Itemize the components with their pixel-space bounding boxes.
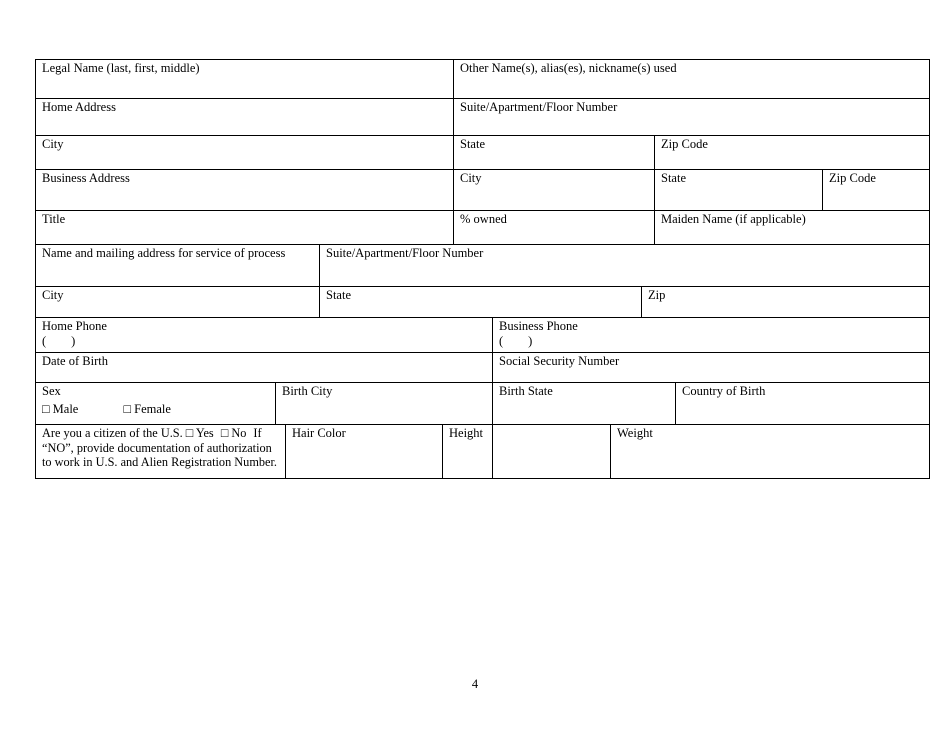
- page-number: 4: [471, 677, 479, 691]
- personal-information-form: [36, 60, 930, 479]
- ssn-label: Social Security Number: [499, 354, 620, 368]
- business-state-label: State: [661, 171, 686, 185]
- hair-color-label: Hair Color: [292, 426, 346, 440]
- service-of-process-label: Name and mailing address for service of process: [42, 246, 286, 260]
- ssn-field[interactable]: [492, 352, 930, 383]
- maiden-name-label: Maiden Name (if applicable): [661, 212, 806, 226]
- home-state-label: State: [460, 137, 485, 151]
- sex-label: Sex: [42, 384, 61, 398]
- date-of-birth-field[interactable]: [35, 352, 493, 383]
- citizen-no-checkbox[interactable]: □ No: [220, 426, 247, 440]
- legal-name-label: Legal Name (last, first, middle): [42, 61, 200, 75]
- home-phone-field[interactable]: [35, 317, 493, 353]
- birth-state-label: Birth State: [499, 384, 553, 398]
- business-phone-field[interactable]: [492, 317, 930, 353]
- service-city-field[interactable]: [35, 286, 320, 318]
- business-phone-area-code: ( ): [499, 334, 533, 348]
- maiden-name-field[interactable]: [654, 210, 930, 245]
- service-state-label: State: [326, 288, 351, 302]
- business-address-label: Business Address: [42, 171, 130, 185]
- business-address-field[interactable]: [35, 169, 454, 211]
- title-label: Title: [42, 212, 66, 226]
- business-city-label: City: [460, 171, 482, 185]
- service-zip-field[interactable]: [641, 286, 930, 318]
- citizen-yes-checkbox[interactable]: □ Yes: [185, 426, 214, 440]
- service-city-label: City: [42, 288, 64, 302]
- country-of-birth-label: Country of Birth: [682, 384, 766, 398]
- percent-owned-field[interactable]: [453, 210, 655, 245]
- business-city-field[interactable]: [453, 169, 655, 211]
- home-suite-field[interactable]: [453, 98, 930, 136]
- service-suite-label: Suite/Apartment/Floor Number: [326, 246, 484, 260]
- home-address-field[interactable]: [35, 98, 454, 136]
- female-checkbox[interactable]: □ Female: [123, 402, 171, 416]
- home-phone-area-code: ( ): [42, 334, 76, 348]
- height-label-cell: [442, 424, 493, 479]
- business-phone-label: Business Phone: [499, 319, 578, 333]
- citizenship-field: [35, 424, 286, 479]
- sex-field: [35, 382, 276, 425]
- title-field[interactable]: [35, 210, 454, 245]
- birth-city-label: Birth City: [282, 384, 333, 398]
- height-label: Height: [449, 426, 484, 440]
- weight-label: Weight: [617, 426, 653, 440]
- home-city-label: City: [42, 137, 64, 151]
- birth-state-field[interactable]: [492, 382, 676, 425]
- home-zip-field[interactable]: [654, 135, 930, 170]
- home-suite-label: Suite/Apartment/Floor Number: [460, 100, 618, 114]
- other-names-field[interactable]: [453, 59, 930, 99]
- business-zip-label: Zip Code: [829, 171, 876, 185]
- home-zip-label: Zip Code: [661, 137, 708, 151]
- legal-name-field[interactable]: [35, 59, 454, 99]
- home-city-field[interactable]: [35, 135, 454, 170]
- male-checkbox[interactable]: □ Male: [42, 402, 79, 416]
- other-names-label: Other Name(s), alias(es), nickname(s) used: [460, 61, 677, 75]
- business-state-field[interactable]: [654, 169, 823, 211]
- home-phone-label: Home Phone: [42, 319, 107, 333]
- service-state-field[interactable]: [319, 286, 642, 318]
- service-of-process-field[interactable]: [35, 244, 320, 287]
- citizenship-if-text: If: [253, 426, 262, 440]
- service-zip-label: Zip: [648, 288, 666, 302]
- height-field[interactable]: [492, 424, 611, 479]
- date-of-birth-label: Date of Birth: [42, 354, 108, 368]
- weight-field[interactable]: [610, 424, 930, 479]
- citizenship-instructions: “NO”, provide documentation of authorization to work in U.S. and Alien Registration Number.: [42, 440, 277, 469]
- birth-city-field[interactable]: [275, 382, 493, 425]
- hair-color-field[interactable]: [285, 424, 443, 479]
- home-state-field[interactable]: [453, 135, 655, 170]
- home-address-label: Home Address: [42, 100, 116, 114]
- percent-owned-label: % owned: [460, 212, 507, 226]
- citizenship-question: Are you a citizen of the U.S.: [42, 426, 183, 440]
- country-of-birth-field[interactable]: [675, 382, 930, 425]
- service-suite-field[interactable]: [319, 244, 930, 287]
- business-zip-field[interactable]: [822, 169, 930, 211]
